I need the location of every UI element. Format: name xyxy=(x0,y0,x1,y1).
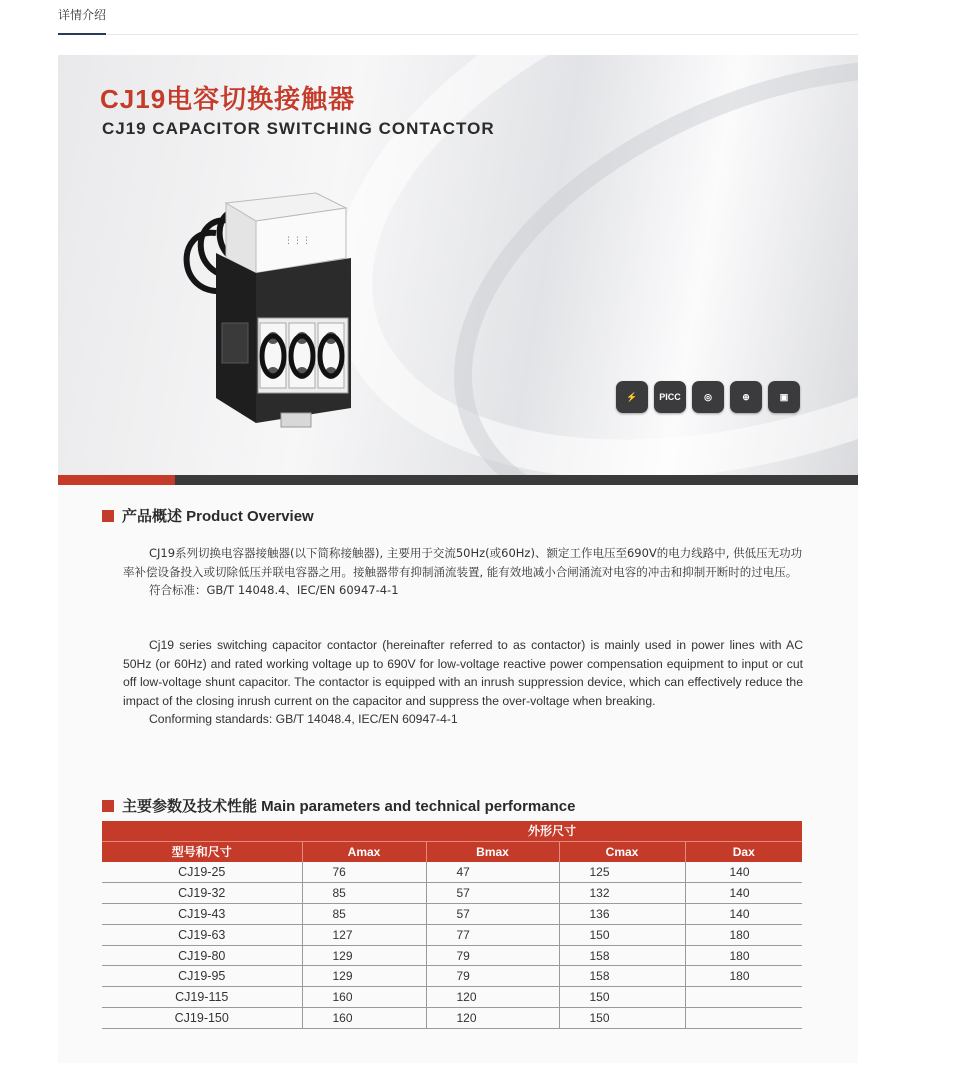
col-header: Cmax xyxy=(559,841,685,862)
overview-cn-paragraph: CJ19系列切换电容器接触器(以下简称接触器), 主要用于交流50Hz(或60Hz)、额定工作电压至690V的电力线路中, 供低压无功功率补偿设备投入或切除低压并联电容器之用。接触器带有抑制涌流装置, 能有效地减小合闸涌流对电容的冲击和抑制开断时的过电压。 符合标准：GB/T 14048.4、IEC/EN 60947-4-1 xyxy=(123,546,803,597)
value-cell: 76 xyxy=(302,862,426,883)
table-row xyxy=(102,987,802,1008)
value-cell: 125 xyxy=(559,862,685,883)
banner-divider-stripe xyxy=(58,475,858,485)
params-heading: 主要参数及技术性能 Main parameters and technical performance xyxy=(102,795,575,816)
value-cell: 47 xyxy=(426,862,559,883)
value-cell: 132 xyxy=(559,883,685,904)
value-cell: 140 xyxy=(685,862,802,883)
value-cell: 120 xyxy=(426,987,559,1008)
value-cell: 127 xyxy=(302,924,426,945)
certification-seal-icon: ⊕ xyxy=(730,381,762,413)
tab-product-details[interactable]: 详情介绍 xyxy=(58,6,106,35)
value-cell: 150 xyxy=(559,1008,685,1029)
overview-heading: 产品概述 Product Overview xyxy=(102,505,314,526)
value-cell: 129 xyxy=(302,945,426,966)
table-row xyxy=(102,1008,802,1029)
value-cell: 120 xyxy=(426,1008,559,1029)
value-cell: 158 xyxy=(559,966,685,987)
tab-bar xyxy=(58,0,858,35)
col-header: Amax xyxy=(302,841,426,862)
contactor-product-image xyxy=(176,173,376,433)
cert-mark-icon: ⚡ xyxy=(616,381,648,413)
table-row xyxy=(102,904,802,925)
table-row xyxy=(102,862,802,883)
banner-title-en: CJ19 CAPACITOR SWITCHING CONTACTOR xyxy=(102,119,495,138)
value-cell: 140 xyxy=(685,904,802,925)
value-cell: 77 xyxy=(426,924,559,945)
banner-title-cn: CJ19电容切换接触器 xyxy=(100,84,356,114)
section-marker-icon xyxy=(102,800,114,812)
certification-icons xyxy=(616,381,800,413)
table-row xyxy=(102,883,802,904)
col-header: Bmax xyxy=(426,841,559,862)
value-cell: 79 xyxy=(426,945,559,966)
section-marker-icon xyxy=(102,510,114,522)
col-header: Dax xyxy=(685,841,802,862)
model-cell: CJ19-43 xyxy=(102,904,302,925)
value-cell: 129 xyxy=(302,966,426,987)
value-cell xyxy=(685,1008,802,1029)
product-banner xyxy=(58,55,858,475)
product-detail-image xyxy=(58,55,858,1063)
value-cell: 79 xyxy=(426,966,559,987)
value-cell: 160 xyxy=(302,987,426,1008)
value-cell: 160 xyxy=(302,1008,426,1029)
table-row xyxy=(102,924,802,945)
cqc-icon: ▣ xyxy=(768,381,800,413)
value-cell: 158 xyxy=(559,945,685,966)
picc-icon: PICC xyxy=(654,381,686,413)
value-cell: 136 xyxy=(559,904,685,925)
params-table xyxy=(102,821,802,1029)
col-header: 型号和尺寸 xyxy=(102,841,302,862)
model-cell: CJ19-32 xyxy=(102,883,302,904)
value-cell: 57 xyxy=(426,904,559,925)
model-cell: CJ19-150 xyxy=(102,1008,302,1029)
value-cell: 180 xyxy=(685,924,802,945)
value-cell: 85 xyxy=(302,904,426,925)
model-cell: CJ19-63 xyxy=(102,924,302,945)
table-row xyxy=(102,966,802,987)
value-cell xyxy=(685,987,802,1008)
value-cell: 57 xyxy=(426,883,559,904)
model-cell: CJ19-95 xyxy=(102,966,302,987)
overview-en-paragraph: Cj19 series switching capacitor contactor (hereinafter referred to as contactor) is mainly used in power lines with AC 50Hz (or 60Hz) and rated working voltage up to 690V for low-voltage reactive power compensation equipment to input or cut off low-voltage shunt capacitor. The contactor is equipped with an inrush suppression device, which can effectively reduce the impact of the closing inrush current on the capacitor and suppress the over-voltage when breaking. Conforming standards: GB/T 14048.4, IEC/EN 60947-4-1 xyxy=(123,638,803,726)
value-cell: 150 xyxy=(559,924,685,945)
value-cell: 180 xyxy=(685,945,802,966)
model-cell: CJ19-80 xyxy=(102,945,302,966)
value-cell: 180 xyxy=(685,966,802,987)
value-cell: 85 xyxy=(302,883,426,904)
value-cell: 140 xyxy=(685,883,802,904)
value-cell: 150 xyxy=(559,987,685,1008)
model-cell: CJ19-25 xyxy=(102,862,302,883)
ccc-icon: ◎ xyxy=(692,381,724,413)
svg-text:⋮⋮⋮: ⋮⋮⋮ xyxy=(284,236,311,246)
model-cell: CJ19-115 xyxy=(102,987,302,1008)
group-header: 外形尺寸 xyxy=(302,821,802,841)
table-row xyxy=(102,945,802,966)
